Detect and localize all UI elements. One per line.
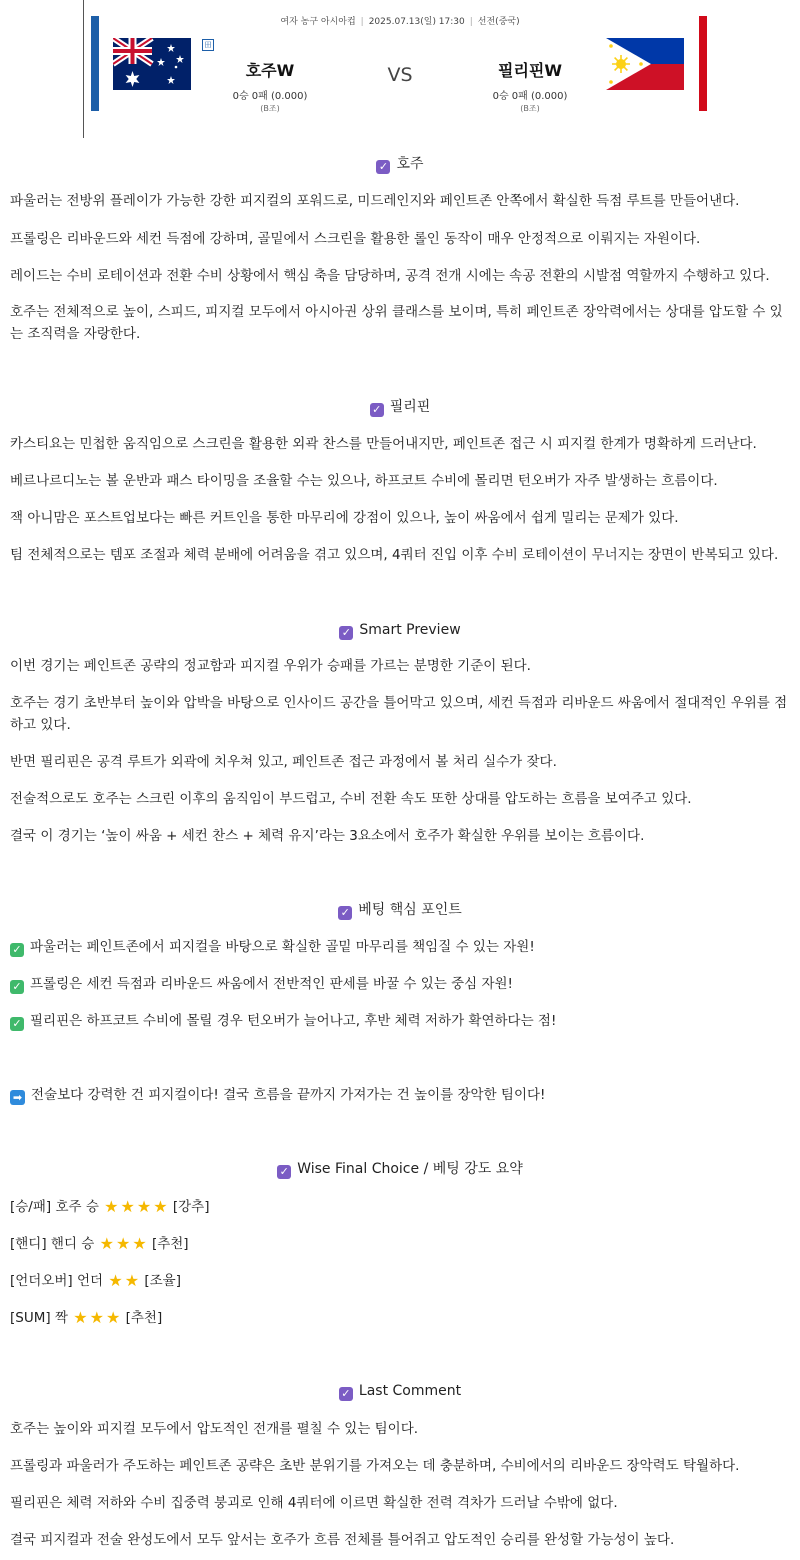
paragraph: 파울러는 전방위 플레이가 가능한 강한 피지컬의 포워드로, 미드레인지와 페인트존 안쪽에서 확실한 득점 루트를 만들어낸다. [10, 193, 740, 209]
section-title: ✓ Smart Preview [0, 620, 800, 640]
section-final-choice [0, 1159, 800, 1179]
arrow-right-icon: ➡ [10, 1090, 25, 1105]
section-title: ✓ Wise Final Choice / 베팅 강도 요약 [0, 1159, 800, 1179]
paragraph: 이번 경기는 페인트존 공략의 정교함과 피지컬 우위가 승패를 가르는 분명한 기준이 된다. [10, 658, 531, 674]
home-color-bar [91, 16, 99, 111]
star-rating [107, 1273, 140, 1289]
paragraph: 호주는 높이와 피지컬 모두에서 압도적인 전개를 펼칠 수 있는 팀이다. [10, 1421, 419, 1437]
match-info: 여자 농구 아시아컵 | 2025.07.13(일) 17:30 | 선전(중국) [280, 17, 520, 27]
pick-strength: [추천] [151, 1236, 189, 1252]
star-rating [103, 1199, 168, 1215]
divider [83, 0, 84, 138]
section-title: ✓ 필리핀 [0, 397, 800, 417]
check-icon: ✓ [376, 160, 390, 174]
vs-label: VS [387, 64, 413, 86]
star-icon: ★ [132, 1234, 147, 1253]
section-smart-preview [0, 620, 800, 640]
pick-strength: [강추] [172, 1199, 210, 1215]
australia-flag-icon [113, 38, 191, 90]
bullet-point: ✓ 프롤링은 세컨 득점과 리바운드 싸움에서 전반적인 판세를 바꿀 수 있는 중심 자원! [10, 973, 790, 995]
green-check-icon: ✓ [10, 980, 24, 994]
star-icon: ★ [136, 1197, 152, 1216]
paragraph: 프롤링과 파울러가 주도하는 페인트존 공략은 초반 분위기를 가져오는 데 충분하며, 수비에서의 리바운드 장악력도 탁월하다. [10, 1458, 740, 1474]
star-rating [99, 1236, 148, 1252]
star-rating [72, 1310, 121, 1326]
paragraph: 필리핀은 체력 저하와 수비 집중력 붕괴로 인해 4쿼터에 이르면 확실한 전력 격차가 드러날 수밖에 없다. [10, 1495, 618, 1511]
pick-row [10, 1196, 790, 1218]
star-icon: ★ [104, 1197, 119, 1216]
section-philippines [0, 397, 800, 417]
paragraph: 프롤링은 리바운드와 세컨 득점에 강하며, 골밑에서 스크린을 활용한 롤인 동작이 매우 안정적으로 이뤄지는 자원이다. [10, 231, 701, 247]
section-title: ✓ 베팅 핵심 포인트 [0, 900, 800, 920]
paragraph: 결국 피지컬과 전술 완성도에서 모두 앞서는 호주가 흐름 전체를 틀어쥐고 압도적인 승리를 완성할 가능성이 높다. [10, 1532, 675, 1548]
rank-icon: 田 [202, 39, 214, 51]
pick-label: [언더오버] 언더 [10, 1273, 104, 1289]
away-team-name: 필리핀W [497, 61, 563, 80]
paragraph: 전술적으로도 호주는 스크린 이후의 움직임이 부드럽고, 수비 전환 속도 또한 상대를 압도하는 흐름을 보여주고 있다. [10, 791, 692, 807]
star-icon: ★ [124, 1271, 140, 1290]
pick-label: [핸디] 핸디 승 [10, 1236, 95, 1252]
check-icon: ✓ [339, 1387, 353, 1401]
section-last-comment [0, 1381, 800, 1401]
home-team-group: (B조) [260, 104, 280, 113]
away-team [470, 58, 590, 114]
section-title: ✓ 호주 [0, 154, 800, 174]
pick-row [10, 1307, 790, 1329]
green-check-icon: ✓ [10, 943, 24, 957]
star-icon: ★ [153, 1197, 168, 1216]
bullet-point: ✓ 파울러는 페인트존에서 피지컬을 바탕으로 확실한 골밑 마무리를 책임질 수 있는 자원! [10, 936, 790, 958]
section-title: ✓ Last Comment [0, 1381, 800, 1401]
paragraph: 잭 아니맘은 포스트업보다는 빠른 커트인을 통한 마무리에 강점이 있으나, 높이 싸움에서 쉽게 밀리는 문제가 있다. [10, 510, 679, 526]
home-team-name: 호주W [245, 61, 295, 80]
pick-strength: [조율] [144, 1273, 181, 1289]
star-icon: ★ [120, 1197, 135, 1216]
paragraph: 베르나르디노는 볼 운반과 패스 타이밍을 조율할 수는 있으나, 하프코트 수비에 몰리면 턴오버가 자주 발생하는 흐름이다. [10, 473, 718, 489]
check-icon: ✓ [277, 1165, 291, 1179]
section-betting-points [0, 900, 800, 920]
star-icon: ★ [108, 1271, 123, 1290]
paragraph: 팀 전체적으로는 템포 조절과 체력 분배에 어려움을 겪고 있으며, 4쿼터 진입 이후 수비 로테이션이 무너지는 장면이 반복되고 있다. [10, 547, 779, 563]
home-team [210, 58, 330, 114]
summary-line: ➡ 전술보다 강력한 건 피지컬이다! 결국 흐름을 끝까지 가져가는 건 높이를 장악한 팀이다! [10, 1084, 790, 1106]
check-icon: ✓ [338, 906, 352, 920]
check-icon: ✓ [339, 626, 353, 640]
match-datetime: 2025.07.13(일) 17:30 [368, 17, 465, 27]
pick-row [10, 1233, 790, 1255]
away-team-group: (B조) [520, 104, 540, 113]
league-name: 여자 농구 아시아컵 [280, 17, 356, 27]
star-icon: ★ [73, 1308, 88, 1327]
pick-label: [SUM] 짝 [10, 1310, 68, 1326]
star-icon: ★ [89, 1308, 104, 1327]
match-venue: 선전(중국) [477, 17, 520, 27]
green-check-icon: ✓ [10, 1017, 24, 1031]
paragraph: 카스티요는 민첩한 움직임으로 스크린을 활용한 외곽 찬스를 만들어내지만, 페인트존 접근 시 피지컬 한계가 명확하게 드러난다. [10, 436, 757, 452]
star-icon: ★ [99, 1234, 114, 1253]
away-team-record: 0승 0패 (0.000) [492, 91, 568, 102]
away-color-bar [699, 16, 707, 111]
section-australia [0, 154, 800, 174]
star-icon: ★ [115, 1234, 131, 1253]
paragraph: 반면 필리핀은 공격 루트가 외곽에 치우쳐 있고, 페인트존 접근 과정에서 볼 처리 실수가 잦다. [10, 754, 557, 770]
pick-row [10, 1270, 790, 1292]
paragraph: 레이드는 수비 로테이션과 전환 수비 상황에서 핵심 축을 담당하며, 공격 전개 시에는 속공 전환의 시발점 역할까지 수행하고 있다. [10, 268, 770, 284]
paragraph: 호주는 경기 초반부터 높이와 압박을 바탕으로 인사이드 공간을 틀어막고 있으며, 세컨 득점과 리바운드 싸움에서 절대적인 우위를 점하고 있다. [10, 695, 788, 733]
pick-label: [승/패] 호주 승 [10, 1199, 99, 1215]
paragraph: 결국 이 경기는 ‘높이 싸움 + 세컨 찬스 + 체력 유지’라는 3요소에서 호주가 확실한 우위를 보이는 흐름이다. [10, 828, 645, 844]
check-icon: ✓ [370, 403, 384, 417]
home-team-record: 0승 0패 (0.000) [232, 91, 308, 102]
match-banner [0, 0, 800, 138]
bullet-point: ✓ 필리핀은 하프코트 수비에 몰릴 경우 턴오버가 늘어나고, 후반 체력 저하가 확연하다는 점! [10, 1010, 790, 1032]
paragraph: 호주는 전체적으로 높이, 스피드, 피지컬 모두에서 아시아권 상위 클래스를 보이며, 특히 페인트존 장악력에서는 상대를 압도할 수 있는 조직력을 자랑한다. [10, 304, 783, 342]
pick-strength: [추천] [125, 1310, 163, 1326]
philippines-flag-icon [606, 38, 684, 90]
star-icon: ★ [105, 1308, 121, 1327]
